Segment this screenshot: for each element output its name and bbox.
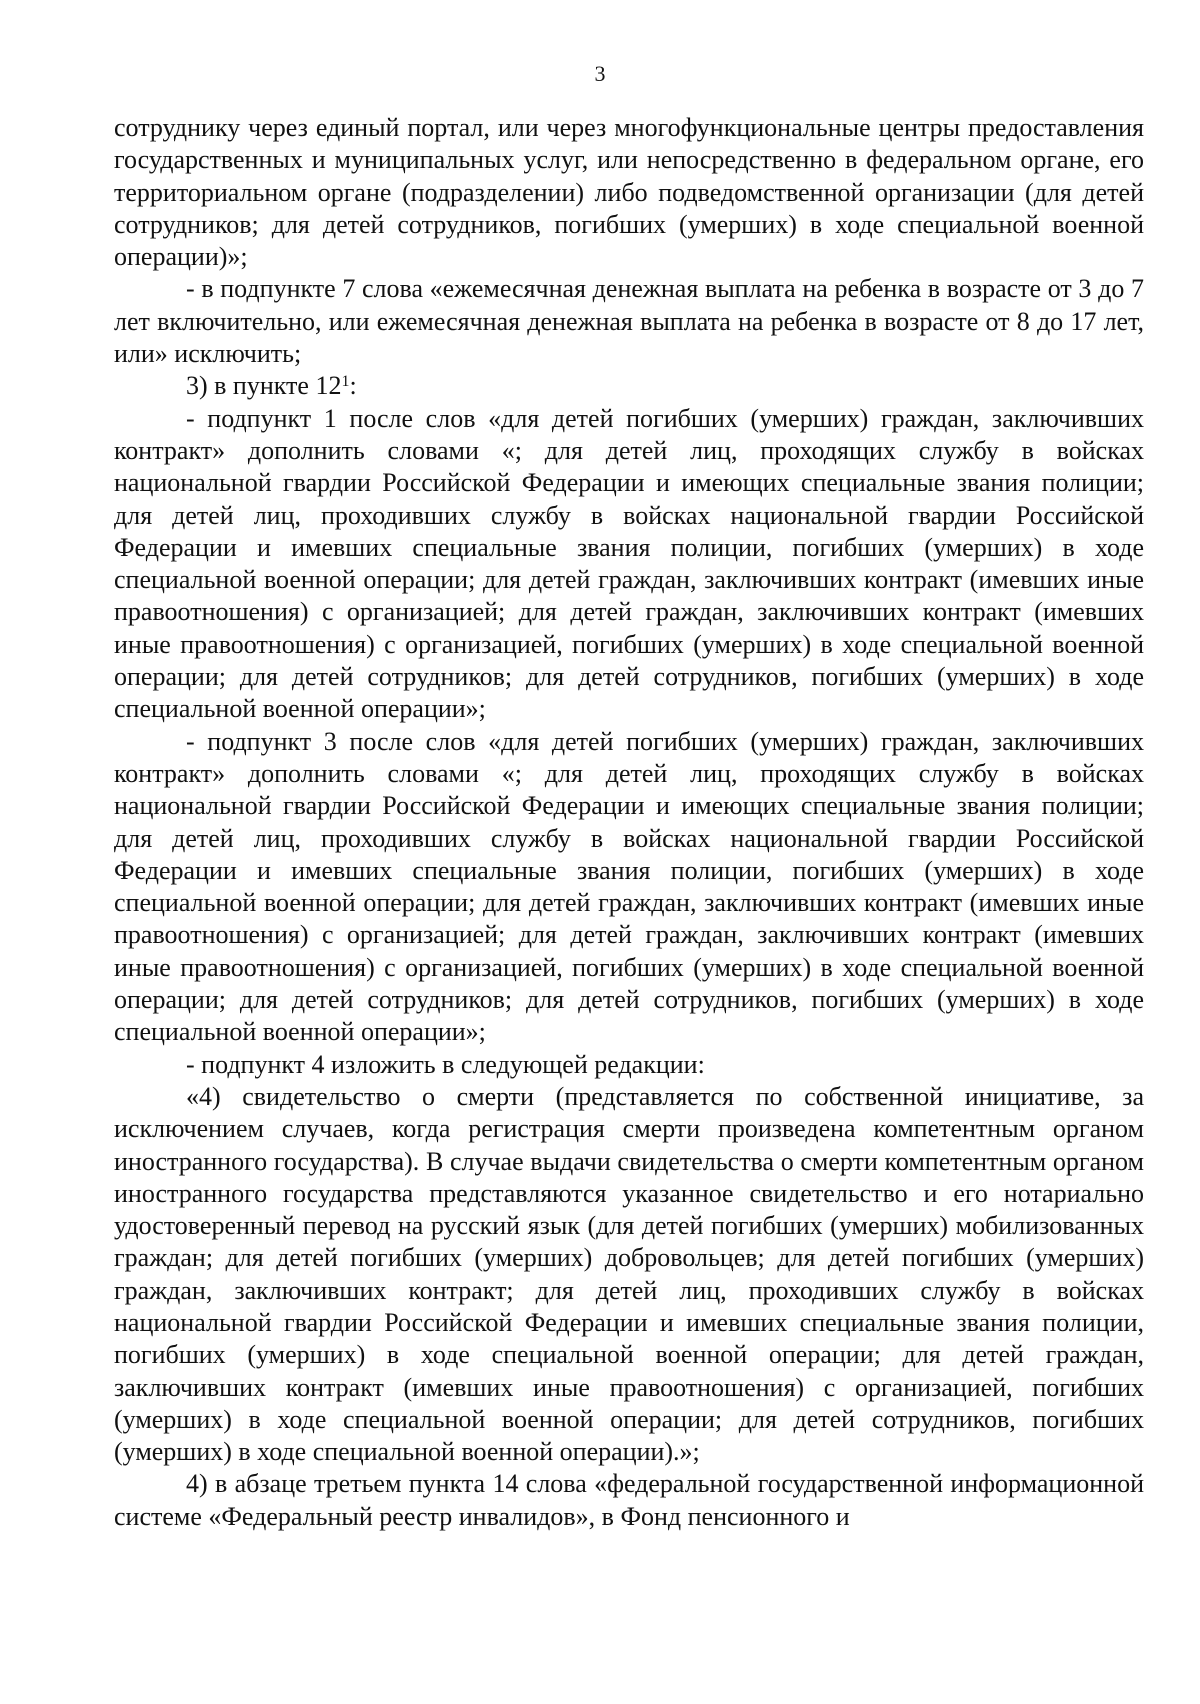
page-number: 3 [594,61,606,86]
paragraph-subitem-4-text: «4) свидетельство о смерти (представляется по собственной инициативе, за исключением случаев, когда регистрация смерти произведена компетентным органом иностранного государства). В случае выдачи свидетельства о смерти компетентным органом иностранного государства представляются указанное свидетельство и его нотариально удостоверенный перевод на русский язык (для детей погибших (умерших) мобилизованных граждан; для детей погибших (умерших) добровольцев; для детей погибших (умерших) граждан, заключивших контракт; для детей лиц, проходивших службу в войсках национальной гвардии Российской Федерации и имевших специальные звания полиции, погибших (умерших) в ходе специальной военной операции; для детей граждан, заключивших контракт (имевших иные правоотношения) с организацией, погибших (умерших) в ходе специальной военной операции; для детей сотрудников, погибших (умерших) в ходе специальной военной операции).»; [114,1081,1144,1467]
paragraph-item-4: 4) в абзаце третьем пункта 14 слова «федеральной государственной информационной системе «Федеральный реестр инвалидов», в Фонд пенсионного и [114,1469,1144,1531]
document-body [114,112,1144,1533]
item-3-superscript: 1 [341,373,350,391]
paragraph-subitem-3: - подпункт 3 после слов «для детей погибших (умерших) граждан, заключивших контракт» дополнить словами «; для детей лиц, проходящих службу в войсках национальной гвардии Российской Федерации и имеющих специальные звания полиции; для детей лиц, проходивших службу в войсках национальной гвардии Российской Федерации и имевших специальные звания полиции, погибших (умерших) в ходе специальной военной операции; для детей граждан, заключивших контракт (имевших иные правоотношения) с организацией; для детей граждан, заключивших контракт (имевших иные правоотношения) с организацией, погибших (умерших) в ходе специальной военной операции; для детей сотрудников; для детей сотрудников, погибших (умерших) в ходе специальной военной операции»; [114,726,1144,1047]
paragraph-item-3 [114,370,1144,402]
item-3-text: 3) в пункте 12 [186,371,342,401]
paragraph-continuation: сотруднику через единый портал, или через многофункциональные центры предоставления государственных и муниципальных услуг, или непосредственно в федеральном органе, его территориальном органе (подразделении) либо подведомственной организации (для детей сотрудников; для детей сотрудников, погибших (умерших) в ходе специальной военной операции)»; [114,113,1144,272]
item-3-colon: : [349,371,357,401]
paragraph-subitem-7: - в подпункте 7 слова «ежемесячная денежная выплата на ребенка в возрасте от 3 до 7 лет включительно, или ежемесячная денежная выплата на ребенка в возрасте от 8 до 17 лет, или» исключить; [114,274,1144,369]
paragraph-subitem-1: - подпункт 1 после слов «для детей погибших (умерших) граждан, заключивших контракт» дополнить словами «; для детей лиц, проходящих службу в войсках национальной гвардии Российской Федерации и имеющих специальные звания полиции; для детей лиц, проходивших службу в войсках национальной гвардии Российской Федерации и имевших специальные звания полиции, погибших (умерших) в ходе специальной военной операции; для детей граждан, заключивших контракт (имевших иные правоотношения) с организацией; для детей граждан, заключивших контракт (имевших иные правоотношения) с организацией, погибших (умерших) в ходе специальной военной операции; для детей сотрудников; для детей сотрудников, погибших (умерших) в ходе специальной военной операции»; [114,403,1144,724]
paragraph-subitem-4-intro: - подпункт 4 изложить в следующей редакции: [186,1049,705,1079]
